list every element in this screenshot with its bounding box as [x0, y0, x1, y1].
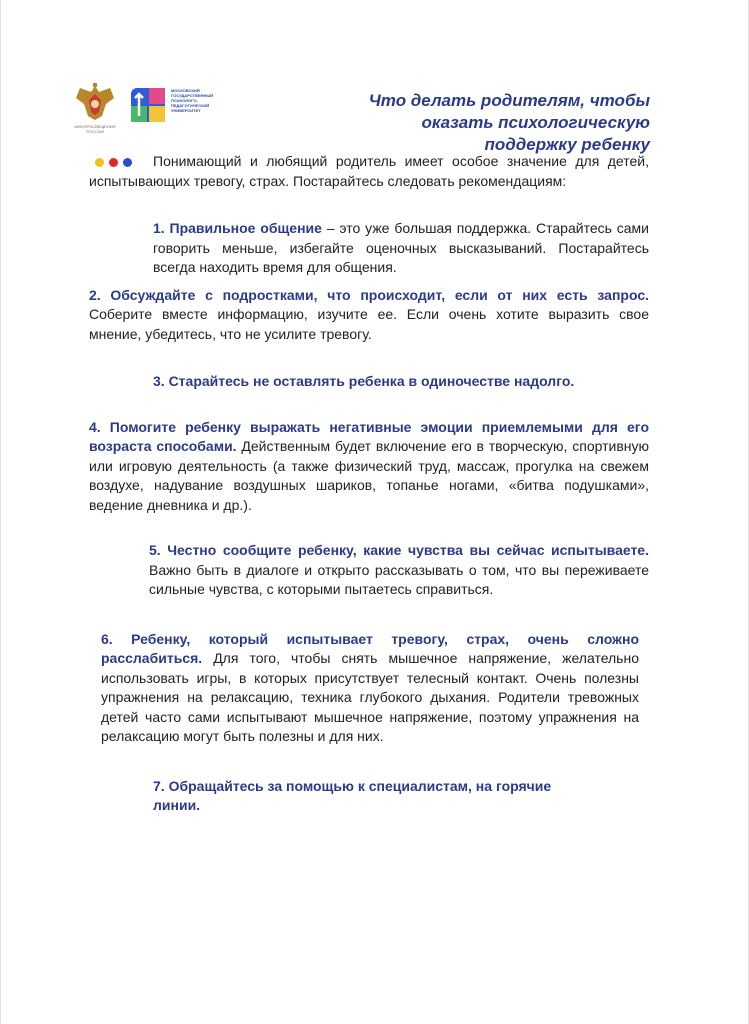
recommendation-2-head: 2. Обсуждайте с подростками, что происходит, если от них есть запрос. — [89, 286, 649, 303]
recommendation-6-head: 6. Ребенку, который испытывает тревогу, страх, очень сложно расслабиться. — [101, 630, 639, 666]
blue-dot-icon — [123, 158, 132, 167]
page-title — [290, 90, 650, 156]
recommendation-4-body: Действенным будет включение его в творческую, спортивную или игровую деятельность (а также физический труд, массаж, прогулка на свежем воздухе, надувание воздушных шариков, топанье ногами, «битва подушками», ведение дневника и др.). — [89, 438, 649, 513]
ministry-logo — [67, 82, 123, 134]
intro-paragraph — [89, 152, 649, 191]
intro-text: Понимающий и любящий родитель имеет особое значение для детей, испытывающих тревогу, страх. Постарайтесь следовать рекомендациям: — [89, 153, 649, 189]
recommendation-1-body: – это уже большая поддержка. Старайтесь сами говорить меньше, избегайте оценочных высказываний. Постарайтесь всегда находить время для общения. — [153, 220, 649, 275]
document-body — [89, 152, 649, 816]
university-logo — [129, 86, 229, 126]
recommendation-5-body: Важно быть в диалоге и открыто рассказывать о том, что вы переживаете сильные чувства, с которыми пытаетесь справиться. — [149, 561, 649, 597]
recommendation-6-body: Для того, чтобы снять мышечное напряжение, желательно использовать игры, в которых присутствует телесный контакт. Очень полезны упражнения на релаксацию, техника глубокого дыхания. Родители тревожных детей часто сами испытывают мышечное напряжение, поэтому упражнения на релаксацию могут быть полезны и для них. — [101, 650, 639, 744]
university-name: МОСКОВСКИЙ ГОСУДАРСТВЕННЫЙ ПСИХОЛОГО-ПЕДАГОГИЧЕСКИЙ УНИВЕРСИТЕТ — [171, 88, 214, 113]
recommendation-1-head: 1. Правильное общение — [153, 220, 322, 236]
title-line-3: поддержку ребенку — [484, 135, 650, 154]
recommendation-2-body: Соберите вместе информацию, изучите ее. Если очень хотите выразить свое мнение, убедитесь, что не усилите тревогу. — [89, 306, 649, 342]
recommendation-7 — [153, 777, 559, 816]
yellow-dot-icon — [95, 158, 104, 167]
recommendation-5 — [149, 541, 649, 600]
color-dots-icon — [95, 158, 132, 167]
eagle-emblem-icon — [72, 82, 118, 122]
ministry-caption: МИНПРОСВЕЩЕНИЯ РОССИИ — [74, 124, 116, 134]
recommendation-3-head: 3. Старайтесь не оставлять ребенка в одиночестве надолго. — [153, 373, 575, 389]
title-line-1: Что делать родителям, чтобы — [368, 91, 650, 110]
recommendation-4-head: 4. Помогите ребенку выражать негативные эмоции приемлемыми для его возраста способами. — [89, 418, 649, 454]
recommendation-1 — [153, 219, 649, 278]
red-dot-icon — [109, 158, 118, 167]
recommendation-2 — [89, 286, 649, 345]
title-line-2: оказать психологическую — [421, 113, 650, 132]
university-emblem-icon — [129, 86, 167, 124]
recommendation-3 — [153, 372, 649, 392]
recommendation-4 — [89, 418, 649, 516]
recommendation-7-head: 7. Обращайтесь за помощью к специалистам, на горячие линии. — [153, 777, 552, 813]
recommendation-6 — [101, 630, 639, 747]
recommendation-5-head: 5. Честно сообщите ребенку, какие чувства вы сейчас испытываете. — [149, 542, 649, 558]
